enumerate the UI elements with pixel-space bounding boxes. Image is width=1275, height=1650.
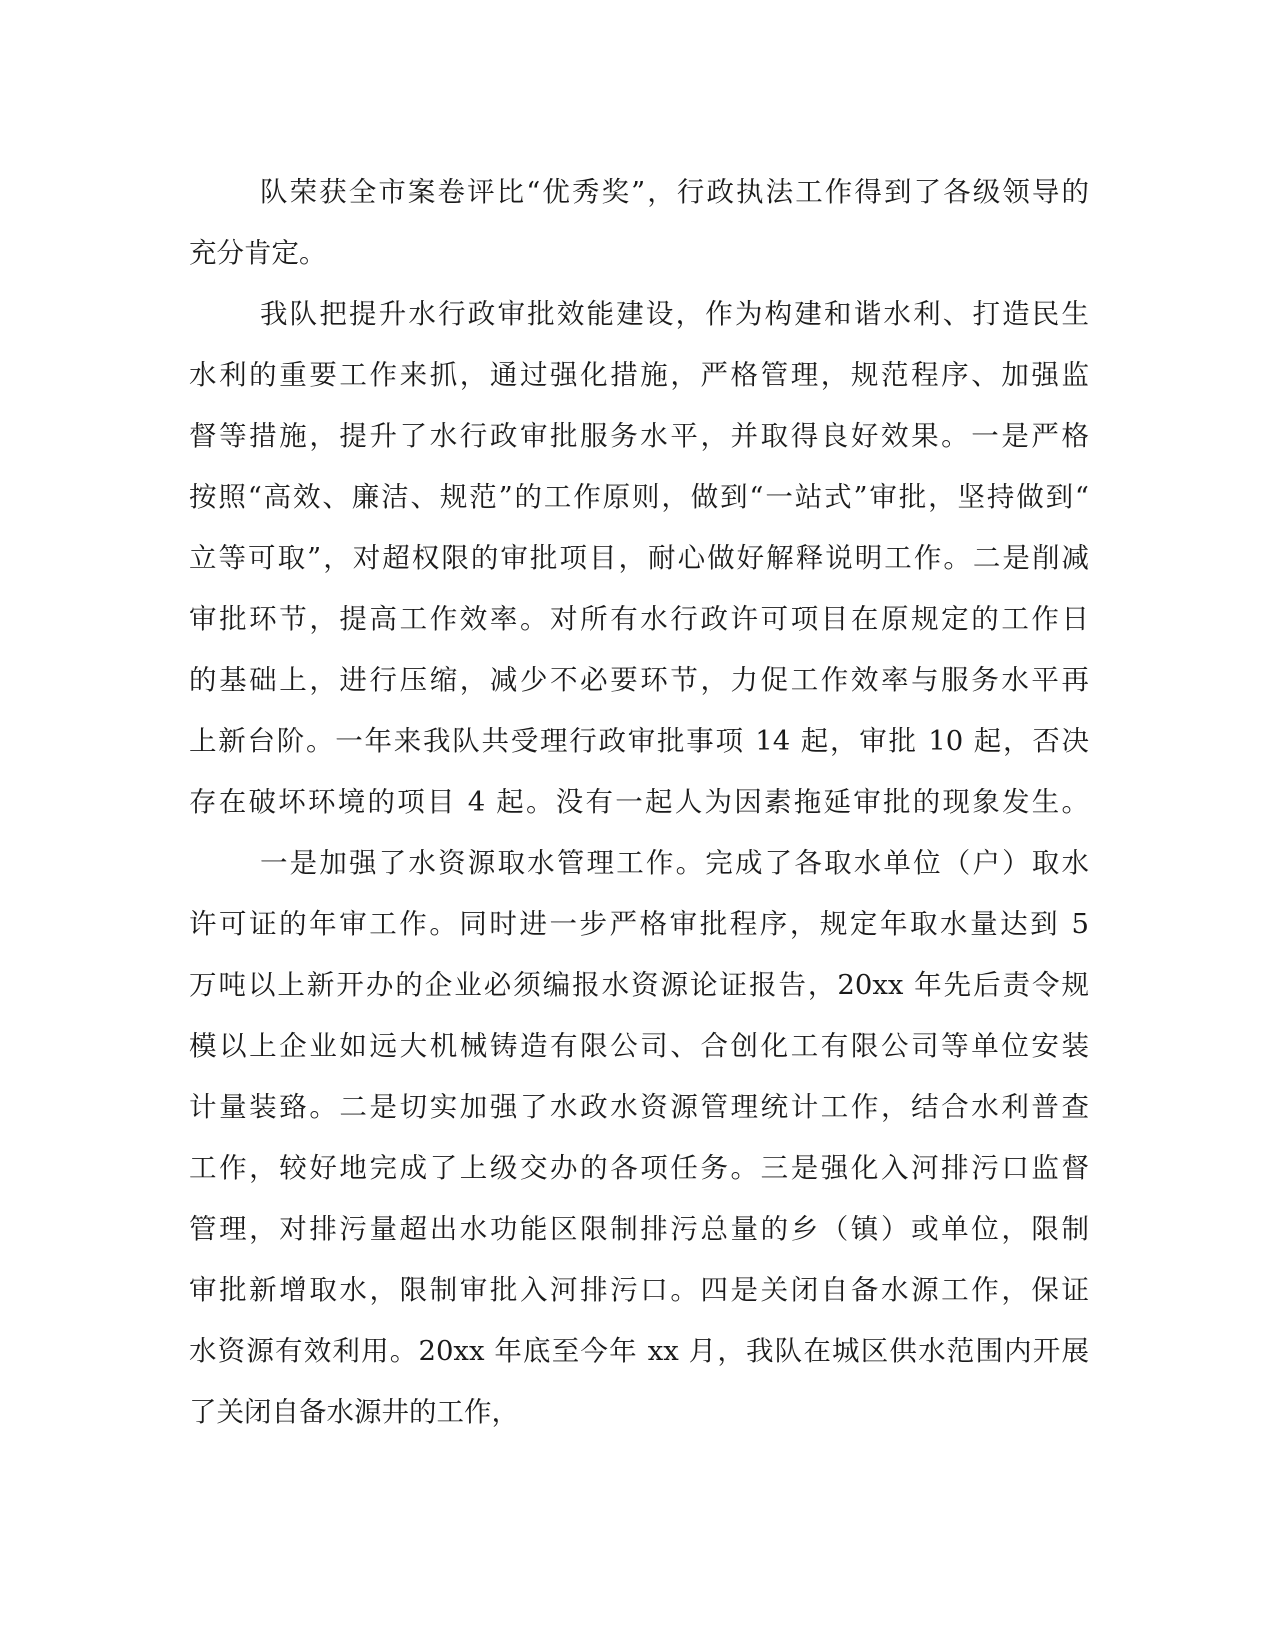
text-line: 工作，较好地完成了上级交办的各项任务。三是强化入河排污口监督 xyxy=(189,1152,1089,1184)
text-line: 督等措施，提升了水行政审批服务水平，并取得良好效果。一是严格 xyxy=(189,420,1089,452)
text-line: 存在破坏环境的项目 4 起。没有一起人为因素拖延审批的现象发生。 xyxy=(189,786,1089,818)
text-line: 立等可取”，对超权限的审批项目，耐心做好解释说明工作。二是削减 xyxy=(189,542,1089,574)
text-line: 了关闭自备水源井的工作， xyxy=(189,1396,519,1428)
text-line: 一是加强了水资源取水管理工作。完成了各取水单位（户）取水 xyxy=(260,847,1089,879)
body-text xyxy=(189,162,1089,1443)
text-line: 充分肯定。 xyxy=(189,237,327,269)
text-line: 管理，对排污量超出水功能区限制排污总量的乡（镇）或单位，限制 xyxy=(189,1213,1089,1245)
text-line: 审批环节，提高工作效率。对所有水行政许可项目在原规定的工作日 xyxy=(189,603,1089,635)
text-line: 按照“高效、廉洁、规范”的工作原则，做到“一站式”审批，坚持做到“ xyxy=(189,481,1089,513)
text-line: 队荣获全市案卷评比“优秀奖”，行政执法工作得到了各级领导的 xyxy=(260,176,1089,208)
text-line: 上新台阶。一年来我队共受理行政审批事项 14 起，审批 10 起，否决 xyxy=(189,725,1089,757)
text-line: 水利的重要工作来抓，通过强化措施，严格管理，规范程序、加强监 xyxy=(189,359,1089,391)
paragraph-2 xyxy=(189,284,1089,833)
text-line: 许可证的年审工作。同时进一步严格审批程序，规定年取水量达到 5 xyxy=(189,908,1089,940)
text-line: 的基础上，进行压缩，减少不必要环节，力促工作效率与服务水平再 xyxy=(189,664,1089,696)
text-line: 计量装臵。二是切实加强了水政水资源管理统计工作，结合水利普查 xyxy=(189,1091,1089,1123)
text-line: 模以上企业如远大机械铸造有限公司、合创化工有限公司等单位安装 xyxy=(189,1030,1089,1062)
paragraph-1 xyxy=(189,162,1089,284)
text-line: 审批新增取水，限制审批入河排污口。四是关闭自备水源工作，保证 xyxy=(189,1274,1089,1306)
text-line: 万吨以上新开办的企业必须编报水资源论证报告，20xx 年先后责令规 xyxy=(189,969,1089,1001)
text-line: 我队把提升水行政审批效能建设，作为构建和谐水利、打造民生 xyxy=(260,298,1089,330)
text-line: 水资源有效利用。20xx 年底至今年 xx 月，我队在城区供水范围内开展 xyxy=(189,1335,1089,1367)
paragraph-3 xyxy=(189,833,1089,1443)
